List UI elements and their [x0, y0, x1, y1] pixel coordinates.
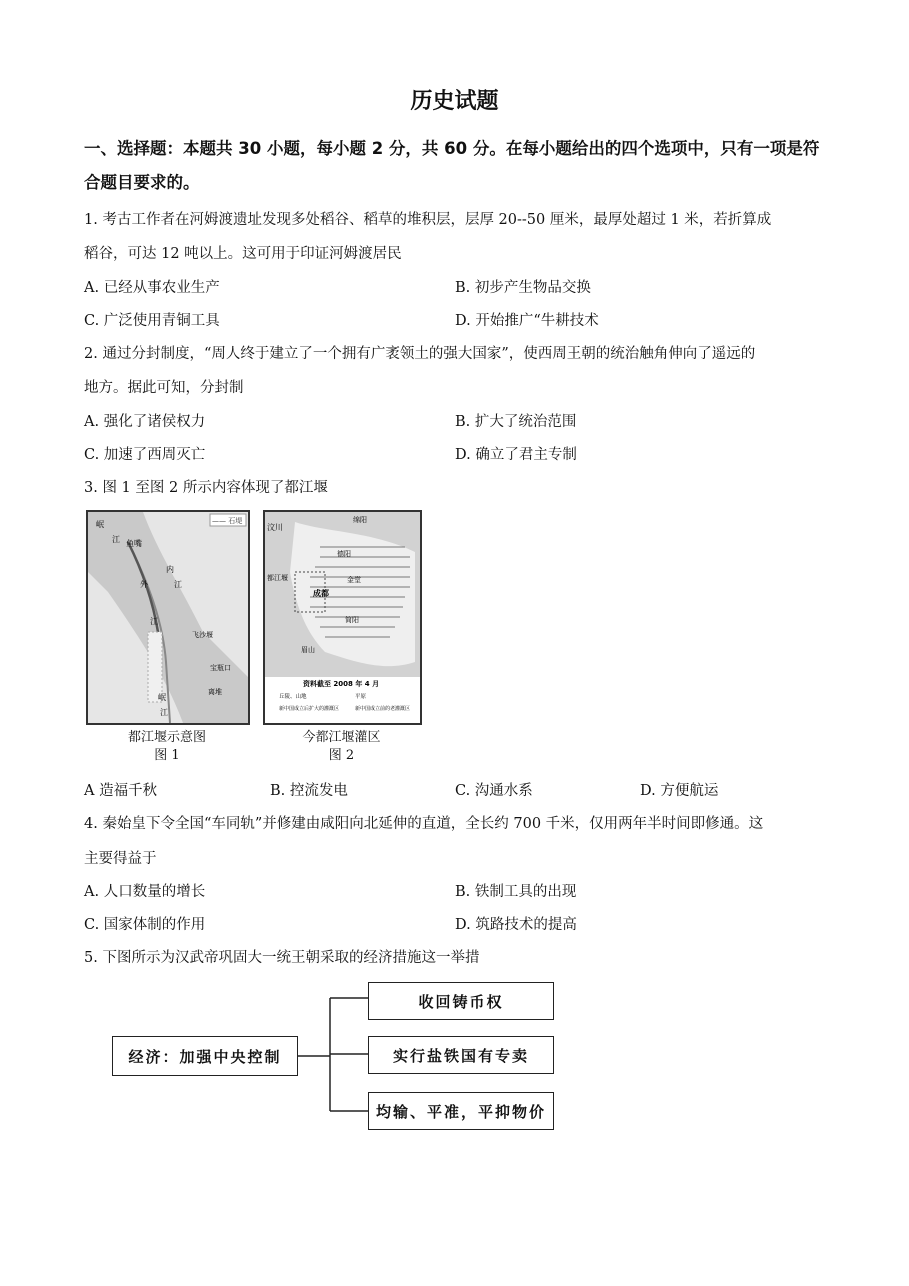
- q4-option-a[interactable]: A. 人口数量的增长: [84, 884, 206, 900]
- q3-option-d[interactable]: D. 方便航运: [640, 783, 719, 799]
- q2-option-c[interactable]: C. 加速了西周灭亡: [84, 447, 206, 463]
- fig1-label-1: 江: [112, 535, 120, 544]
- fig2-label-7: 眉山: [301, 646, 315, 654]
- fig1-number: 图 1: [154, 748, 180, 763]
- fig1-label-7: 飞沙堰: [192, 631, 213, 639]
- fig2-note: 资料截至 2008 年 4 月: [303, 680, 380, 688]
- q2-option-d[interactable]: D. 确立了君主专制: [455, 447, 577, 463]
- fig1-label-3: 外: [140, 580, 148, 589]
- q5-branch-box-3: 均输、平准，平抑物价: [368, 1092, 554, 1130]
- q4-option-d[interactable]: D. 筑路技术的提高: [455, 917, 577, 933]
- q3-stem: 3. 图 1 至图 2 所示内容体现了都江堰: [84, 480, 328, 496]
- fig1-label-4: 内: [166, 565, 174, 574]
- fig2-legend-1: 平原: [355, 694, 367, 700]
- q1-option-c[interactable]: C. 广泛使用青铜工具: [84, 313, 220, 329]
- fig1-label-8: 宝瓶口: [210, 664, 231, 672]
- fig1-legend: —— 石堤: [212, 517, 243, 525]
- page-title: 历史试题: [410, 89, 499, 114]
- q5-stem: 5. 下图所示为汉武帝巩固大一统王朝采取的经济措施这一举措: [84, 950, 480, 966]
- q4-option-c[interactable]: C. 国家体制的作用: [84, 917, 206, 933]
- q3-option-c[interactable]: C. 沟通水系: [455, 783, 533, 799]
- q1-option-b[interactable]: B. 初步产生物品交换: [455, 280, 591, 296]
- fig2-label-6: 简阳: [345, 616, 359, 624]
- q2-stem-line2: 地方。据此可知，分封制: [84, 380, 244, 396]
- q5-branch-box-1: 收回铸币权: [368, 982, 554, 1020]
- q2-option-b[interactable]: B. 扩大了统治范围: [455, 414, 577, 430]
- fig2-label-2: 德阳: [337, 550, 351, 558]
- q5-main-box: 经济：加强中央控制: [112, 1036, 298, 1076]
- fig2-label-4: 金堂: [347, 576, 361, 584]
- q1-stem-line1: 1. 考古工作者在河姆渡遗址发现多处稻谷、稻草的堆积层，层厚 20--50 厘米，最厚处超过 1 米，若折算成: [84, 212, 772, 228]
- fig1-label-2: 鱼嘴: [126, 539, 142, 548]
- fig1-label-5: 江: [174, 580, 182, 589]
- q1-option-d[interactable]: D. 开始推广“牛耕技术: [455, 313, 599, 329]
- q4-stem-line2: 主要得益于: [84, 851, 157, 867]
- fig1-label-11: 江: [160, 708, 168, 717]
- fig2-legend-3: 新中国成立前的老灌溉区: [355, 706, 411, 712]
- fig2-number: 图 2: [328, 748, 355, 763]
- fig2-label-5: 成都: [313, 589, 329, 598]
- fig2-caption: 今都江堰灌区: [302, 730, 381, 745]
- fig2-label-0: 汶川: [267, 523, 283, 532]
- q1-option-a[interactable]: A. 已经从事农业生产: [84, 280, 220, 296]
- fig1-label-0: 岷: [96, 520, 104, 529]
- fig2-label-1: 绵阳: [353, 516, 367, 524]
- q4-stem-line1: 4. 秦始皇下令全国“车同轨”并修建由咸阳向北延伸的直道，全长约 700 千米，仅用两年半时间即修通。这: [84, 816, 764, 832]
- q5-branch-box-2: 实行盐铁国有专卖: [368, 1036, 554, 1074]
- q1-stem-line2: 稻谷，可达 12 吨以上。这可用于印证河姆渡居民: [84, 246, 402, 262]
- fig2-label-3: 都江堰: [267, 574, 288, 582]
- q2-option-a[interactable]: A. 强化了诸侯权力: [84, 414, 206, 430]
- section-heading: 一、选择题：本题共 30 小题，每小题 2 分，共 60 分。在每小题给出的四个选项中，只有一项是符合题目要求的。: [84, 139, 820, 192]
- q3-option-a[interactable]: A 造福千秋: [84, 783, 158, 799]
- fig1-label-9: 离堆: [208, 688, 222, 696]
- q3-option-b[interactable]: B. 控流发电: [270, 783, 348, 799]
- fig2-legend-2: 新中国成立后扩大的灌溉区: [279, 706, 340, 712]
- fig1-caption: 都江堰示意图: [127, 730, 206, 745]
- fig2-legend-0: 丘陵、山地: [279, 694, 307, 700]
- q2-stem-line1: 2. 通过分封制度，“周人终于建立了一个拥有广袤领土的强大国家”，使西周王朝的统治触角伸向了遥远的: [84, 346, 756, 362]
- q4-option-b[interactable]: B. 铁制工具的出现: [455, 884, 577, 900]
- fig1-label-6: 江: [150, 617, 158, 626]
- fig1-label-10: 岷: [158, 693, 166, 702]
